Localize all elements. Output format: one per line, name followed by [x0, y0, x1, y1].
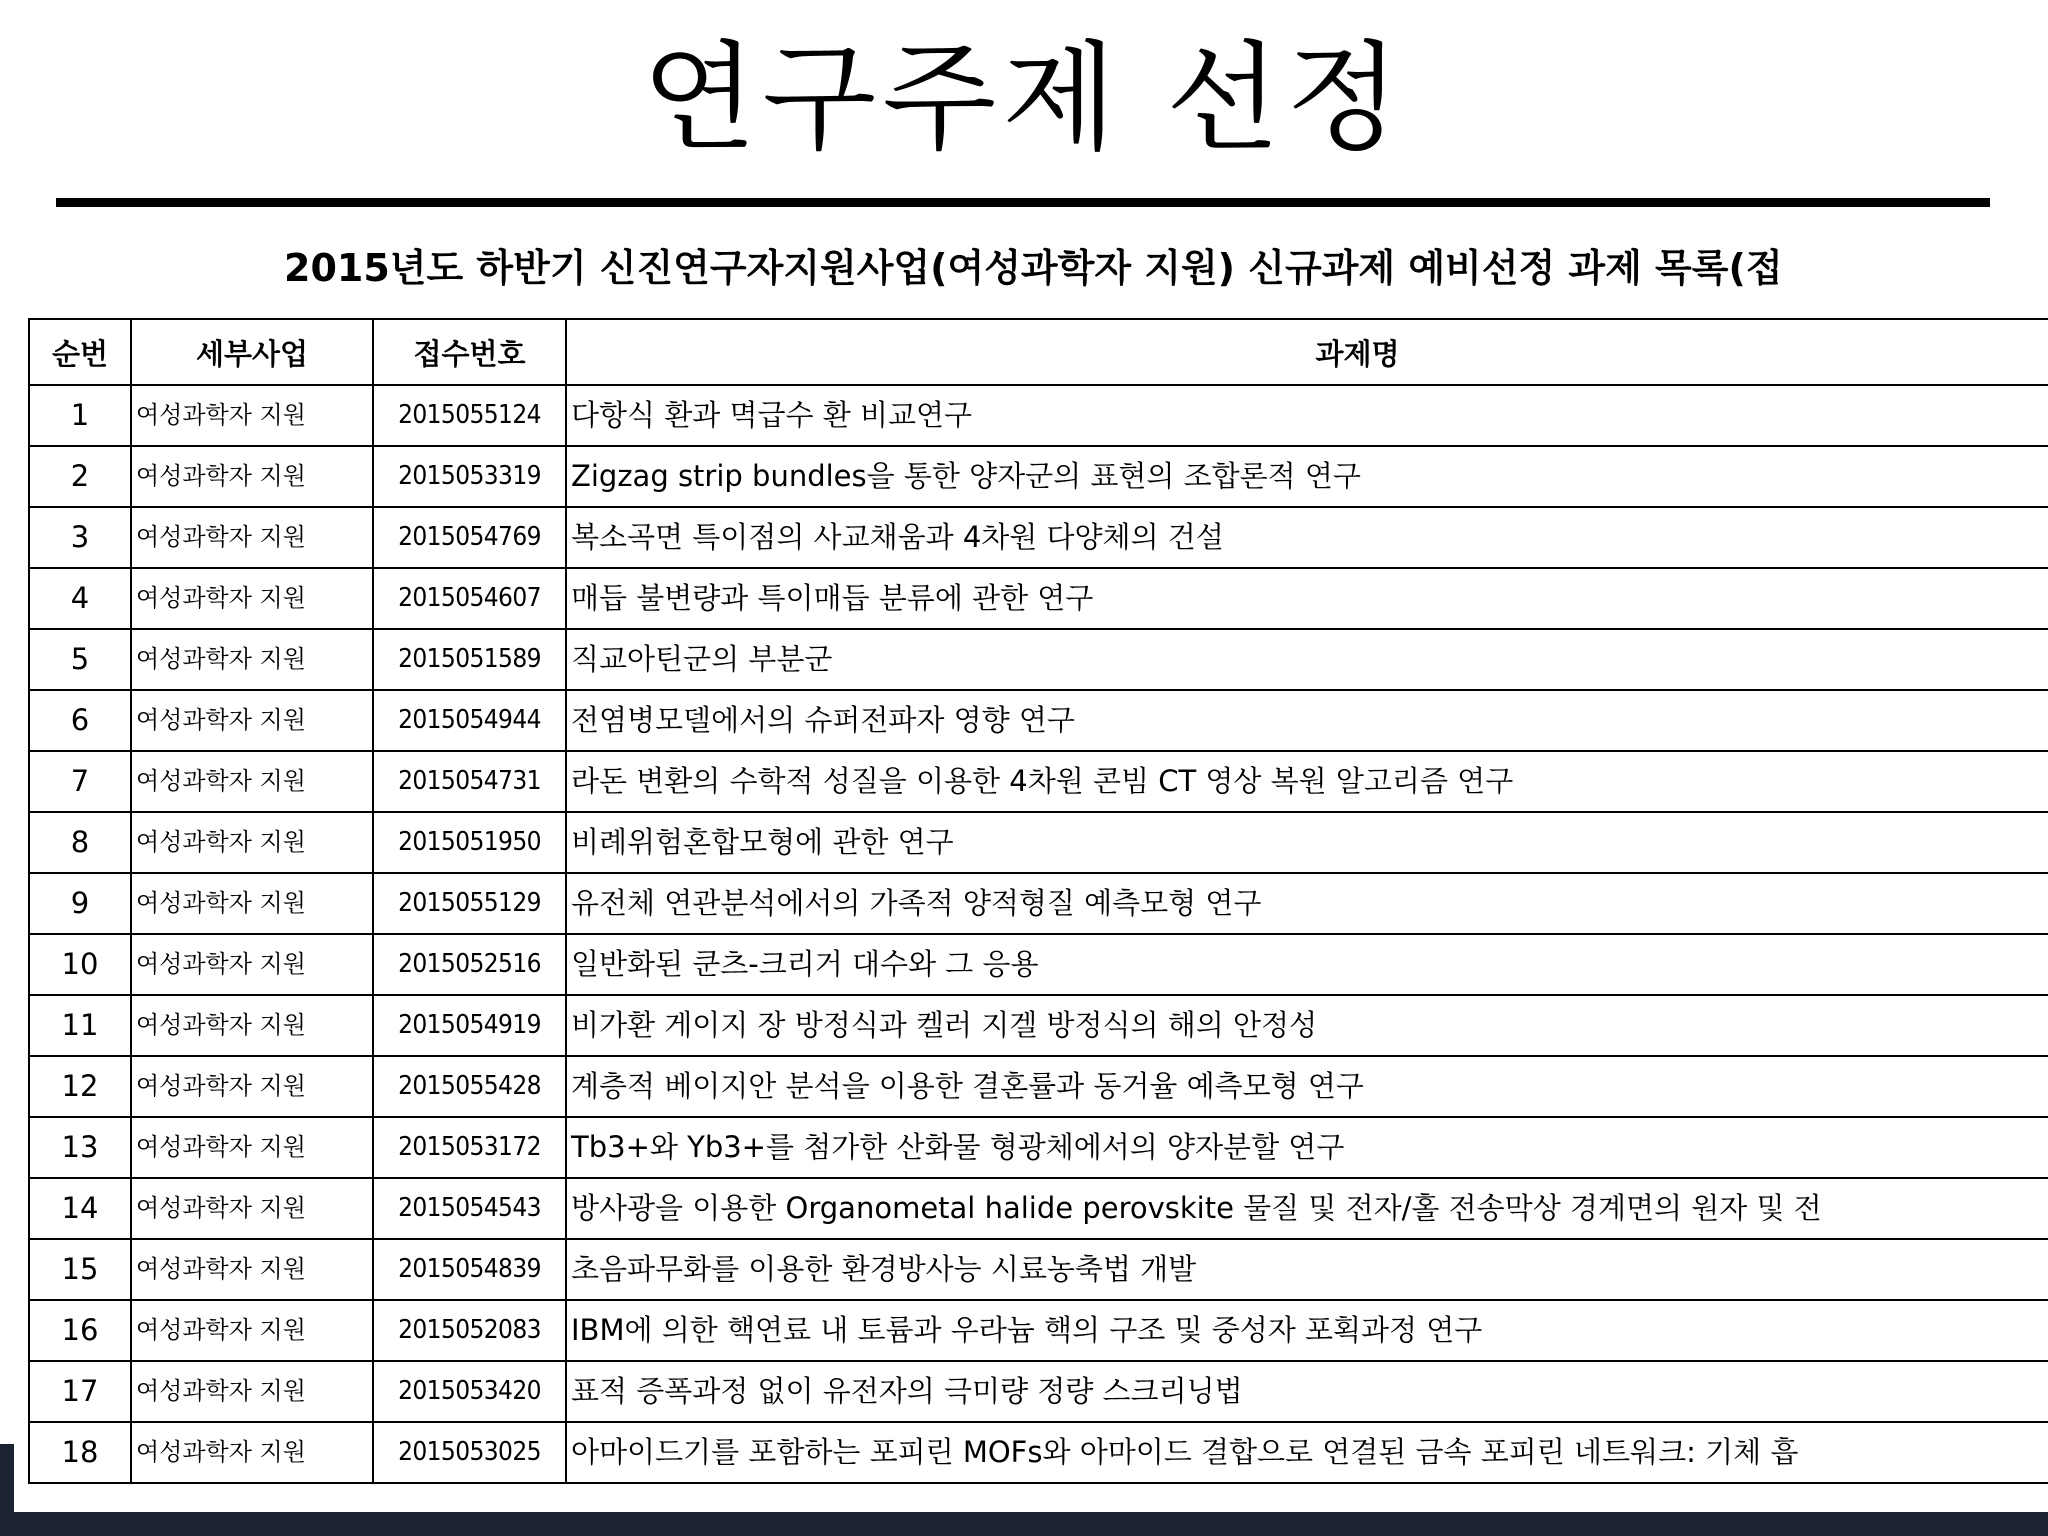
project-name-cell: 비가환 게이지 장 방정식과 켈러 지겔 방정식의 해의 안정성: [566, 995, 2048, 1056]
table-row: [29, 873, 2048, 934]
receipt-number-cell: 2015055428: [373, 1056, 566, 1117]
project-name-cell: 비례위험혼합모형에 관한 연구: [566, 812, 2048, 873]
project-name-cell: 표적 증폭과정 없이 유전자의 극미량 정량 스크리닝법: [566, 1361, 2048, 1422]
table-row: [29, 690, 2048, 751]
table-row: [29, 1300, 2048, 1361]
table-header-row: [29, 319, 2048, 385]
receipt-number-cell: 2015054543: [373, 1178, 566, 1239]
sub-business-cell: 여성과학자 지원: [131, 995, 373, 1056]
slide-title: 연구주제 선정: [642, 29, 1406, 167]
row-number-cell: 18: [29, 1422, 131, 1483]
sub-business-cell: 여성과학자 지원: [131, 385, 373, 446]
row-number-cell: 4: [29, 568, 131, 629]
receipt-number-cell: 2015053172: [373, 1117, 566, 1178]
project-name-cell: 복소곡면 특이점의 사교채움과 4차원 다양체의 건설: [566, 507, 2048, 568]
row-number-cell: 8: [29, 812, 131, 873]
header-no: 순번: [29, 319, 131, 385]
table-row: [29, 507, 2048, 568]
sub-business-cell: 여성과학자 지원: [131, 751, 373, 812]
header-sub-business: 세부사업: [131, 319, 373, 385]
table-caption: 2015년도 하반기 신진연구자지원사업(여성과학자 지원) 신규과제 예비선정 과제 목록(접: [284, 246, 1783, 290]
sub-business-cell: 여성과학자 지원: [131, 934, 373, 995]
row-number-cell: 16: [29, 1300, 131, 1361]
title-divider: [56, 198, 1990, 207]
receipt-number-cell: 2015051589: [373, 629, 566, 690]
project-name-cell: 매듭 불변량과 특이매듭 분류에 관한 연구: [566, 568, 2048, 629]
sub-business-cell: 여성과학자 지원: [131, 1422, 373, 1483]
project-name-cell: 전염병모델에서의 슈퍼전파자 영향 연구: [566, 690, 2048, 751]
receipt-number-cell: 2015054944: [373, 690, 566, 751]
receipt-number-cell: 2015051950: [373, 812, 566, 873]
project-name-cell: 계층적 베이지안 분석을 이용한 결혼률과 동거율 예측모형 연구: [566, 1056, 2048, 1117]
sub-business-cell: 여성과학자 지원: [131, 1239, 373, 1300]
sub-business-cell: 여성과학자 지원: [131, 1300, 373, 1361]
receipt-number-cell: 2015052083: [373, 1300, 566, 1361]
table-row: [29, 446, 2048, 507]
row-number-cell: 7: [29, 751, 131, 812]
project-name-cell: 아마이드기를 포함하는 포피린 MOFs와 아마이드 결합으로 연결된 금속 포피린 네트워크: 기체 흡: [566, 1422, 2048, 1483]
sub-business-cell: 여성과학자 지원: [131, 690, 373, 751]
row-number-cell: 10: [29, 934, 131, 995]
table-row: [29, 1361, 2048, 1422]
row-number-cell: 6: [29, 690, 131, 751]
sub-business-cell: 여성과학자 지원: [131, 446, 373, 507]
table-row: [29, 629, 2048, 690]
header-project-name: 과제명: [566, 319, 2048, 385]
sub-business-cell: 여성과학자 지원: [131, 1361, 373, 1422]
table-row: [29, 995, 2048, 1056]
receipt-number-cell: 2015052516: [373, 934, 566, 995]
row-number-cell: 17: [29, 1361, 131, 1422]
sub-business-cell: 여성과학자 지원: [131, 1178, 373, 1239]
row-number-cell: 14: [29, 1178, 131, 1239]
project-name-cell: 다항식 환과 멱급수 환 비교연구: [566, 385, 2048, 446]
receipt-number-cell: 2015054769: [373, 507, 566, 568]
receipt-number-cell: 2015053025: [373, 1422, 566, 1483]
row-number-cell: 3: [29, 507, 131, 568]
sub-business-cell: 여성과학자 지원: [131, 629, 373, 690]
table-row: [29, 934, 2048, 995]
table-row: [29, 1117, 2048, 1178]
table-row: [29, 385, 2048, 446]
row-number-cell: 13: [29, 1117, 131, 1178]
project-name-cell: 초음파무화를 이용한 환경방사능 시료농축법 개발: [566, 1239, 2048, 1300]
project-name-cell: 유전체 연관분석에서의 가족적 양적형질 예측모형 연구: [566, 873, 2048, 934]
receipt-number-cell: 2015055129: [373, 873, 566, 934]
row-number-cell: 11: [29, 995, 131, 1056]
project-table-container: [28, 318, 2048, 1512]
sub-business-cell: 여성과학자 지원: [131, 1117, 373, 1178]
table-row: [29, 568, 2048, 629]
project-name-cell: Zigzag strip bundles을 통한 양자군의 표현의 조합론적 연구: [566, 446, 2048, 507]
project-name-cell: 라돈 변환의 수학적 성질을 이용한 4차원 콘빔 CT 영상 복원 알고리즘 연구: [566, 751, 2048, 812]
project-name-cell: Tb3+와 Yb3+를 첨가한 산화물 형광체에서의 양자분할 연구: [566, 1117, 2048, 1178]
receipt-number-cell: 2015054839: [373, 1239, 566, 1300]
row-number-cell: 1: [29, 385, 131, 446]
project-name-cell: 방사광을 이용한 Organometal halide perovskite 물질 및 전자/홀 전송막상 경계면의 원자 및 전: [566, 1178, 2048, 1239]
sub-business-cell: 여성과학자 지원: [131, 507, 373, 568]
receipt-number-cell: 2015054731: [373, 751, 566, 812]
project-table: [28, 318, 2048, 1484]
table-row: [29, 812, 2048, 873]
table-row: [29, 751, 2048, 812]
table-row: [29, 1422, 2048, 1483]
sub-business-cell: 여성과학자 지원: [131, 873, 373, 934]
project-name-cell: 직교아틴군의 부분군: [566, 629, 2048, 690]
project-name-cell: IBM에 의한 핵연료 내 토륨과 우라늄 핵의 구조 및 중성자 포획과정 연구: [566, 1300, 2048, 1361]
table-row: [29, 1239, 2048, 1300]
left-edge-bar: [0, 1444, 14, 1514]
row-number-cell: 2: [29, 446, 131, 507]
table-row: [29, 1056, 2048, 1117]
row-number-cell: 9: [29, 873, 131, 934]
table-row: [29, 1178, 2048, 1239]
row-number-cell: 5: [29, 629, 131, 690]
row-number-cell: 15: [29, 1239, 131, 1300]
footer-bar: [0, 1512, 2048, 1536]
project-name-cell: 일반화된 쿤츠-크리거 대수와 그 응용: [566, 934, 2048, 995]
sub-business-cell: 여성과학자 지원: [131, 1056, 373, 1117]
receipt-number-cell: 2015055124: [373, 385, 566, 446]
sub-business-cell: 여성과학자 지원: [131, 568, 373, 629]
receipt-number-cell: 2015054607: [373, 568, 566, 629]
row-number-cell: 12: [29, 1056, 131, 1117]
sub-business-cell: 여성과학자 지원: [131, 812, 373, 873]
receipt-number-cell: 2015054919: [373, 995, 566, 1056]
receipt-number-cell: 2015053319: [373, 446, 566, 507]
header-receipt-number: 접수번호: [373, 319, 566, 385]
receipt-number-cell: 2015053420: [373, 1361, 566, 1422]
